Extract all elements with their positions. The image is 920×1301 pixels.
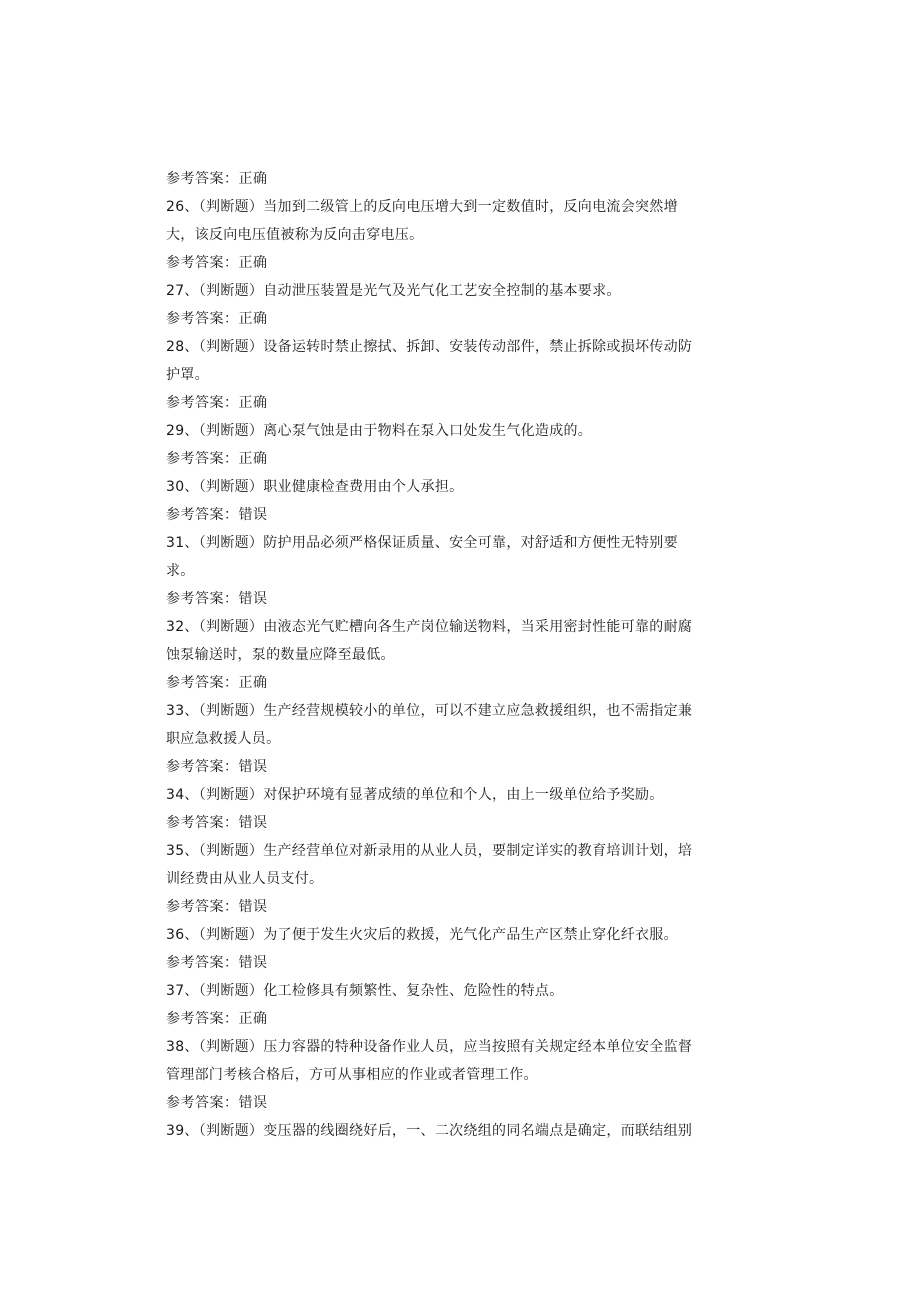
answer-line: 参考答案：正确 xyxy=(166,675,268,691)
question-line: 护罩。 xyxy=(166,367,209,383)
answer-line: 参考答案：正确 xyxy=(166,451,268,467)
answer-line: 参考答案：错误 xyxy=(166,507,268,523)
question-line: 34、（判断题）对保护环境有显著成绩的单位和个人，由上一级单位给予奖励。 xyxy=(166,787,664,803)
question-line: 38、（判断题）压力容器的特种设备作业人员，应当按照有关规定经本单位安全监督 xyxy=(166,1039,693,1055)
question-line: 32、（判断题）由液态光气贮槽向各生产岗位输送物料，当采用密封性能可靠的耐腐 xyxy=(166,619,693,635)
answer-line: 参考答案：错误 xyxy=(166,1095,268,1111)
answer-line: 参考答案：错误 xyxy=(166,815,268,831)
question-line: 求。 xyxy=(166,563,195,579)
question-line: 26、（判断题）当加到二级管上的反向电压增大到一定数值时，反向电流会突然增 xyxy=(166,199,678,215)
question-line: 36、（判断题）为了便于发生火灾后的救援，光气化产品生产区禁止穿化纤衣服。 xyxy=(166,927,678,943)
question-line: 大，该反向电压值被称为反向击穿电压。 xyxy=(166,227,424,243)
answer-line: 参考答案：错误 xyxy=(166,759,268,775)
question-line: 29、（判断题）离心泵气蚀是由于物料在泵入口处发生气化造成的。 xyxy=(166,423,593,439)
answer-line: 参考答案：错误 xyxy=(166,955,268,971)
question-line: 39、（判断题）变压器的线圈绕好后，一、二次绕组的同名端点是确定，而联结组别 xyxy=(166,1123,693,1139)
question-line: 35、（判断题）生产经营单位对新录用的从业人员，要制定详实的教育培训计划，培 xyxy=(166,843,693,859)
question-line: 训经费由从业人员支付。 xyxy=(166,871,324,887)
question-line: 28、（判断题）设备运转时禁止擦拭、拆卸、安装传动部件，禁止拆除或损坏传动防 xyxy=(166,339,693,355)
answer-line: 参考答案：正确 xyxy=(166,395,268,411)
question-line: 31、（判断题）防护用品必须严格保证质量、安全可靠，对舒适和方便性无特别要 xyxy=(166,535,678,551)
answer-line: 参考答案：错误 xyxy=(166,591,268,607)
question-line: 33、（判断题）生产经营规模较小的单位，可以不建立应急救援组织，也不需指定兼 xyxy=(166,703,693,719)
answer-line: 参考答案：正确 xyxy=(166,311,268,327)
question-line: 30、（判断题）职业健康检查费用由个人承担。 xyxy=(166,479,464,495)
answer-line: 参考答案：正确 xyxy=(166,171,268,187)
question-line: 27、（判断题）自动泄压装置是光气及光气化工艺安全控制的基本要求。 xyxy=(166,283,621,299)
answer-line: 参考答案：正确 xyxy=(166,1011,268,1027)
question-line: 职应急救援人员。 xyxy=(166,731,281,747)
document-page xyxy=(166,165,746,1145)
question-line: 蚀泵输送时，泵的数量应降至最低。 xyxy=(166,647,395,663)
answer-line: 参考答案：错误 xyxy=(166,899,268,915)
question-line: 管理部门考核合格后，方可从事相应的作业或者管理工作。 xyxy=(166,1067,538,1083)
question-line: 37、（判断题）化工检修具有频繁性、复杂性、危险性的特点。 xyxy=(166,983,564,999)
answer-line: 参考答案：正确 xyxy=(166,255,268,271)
